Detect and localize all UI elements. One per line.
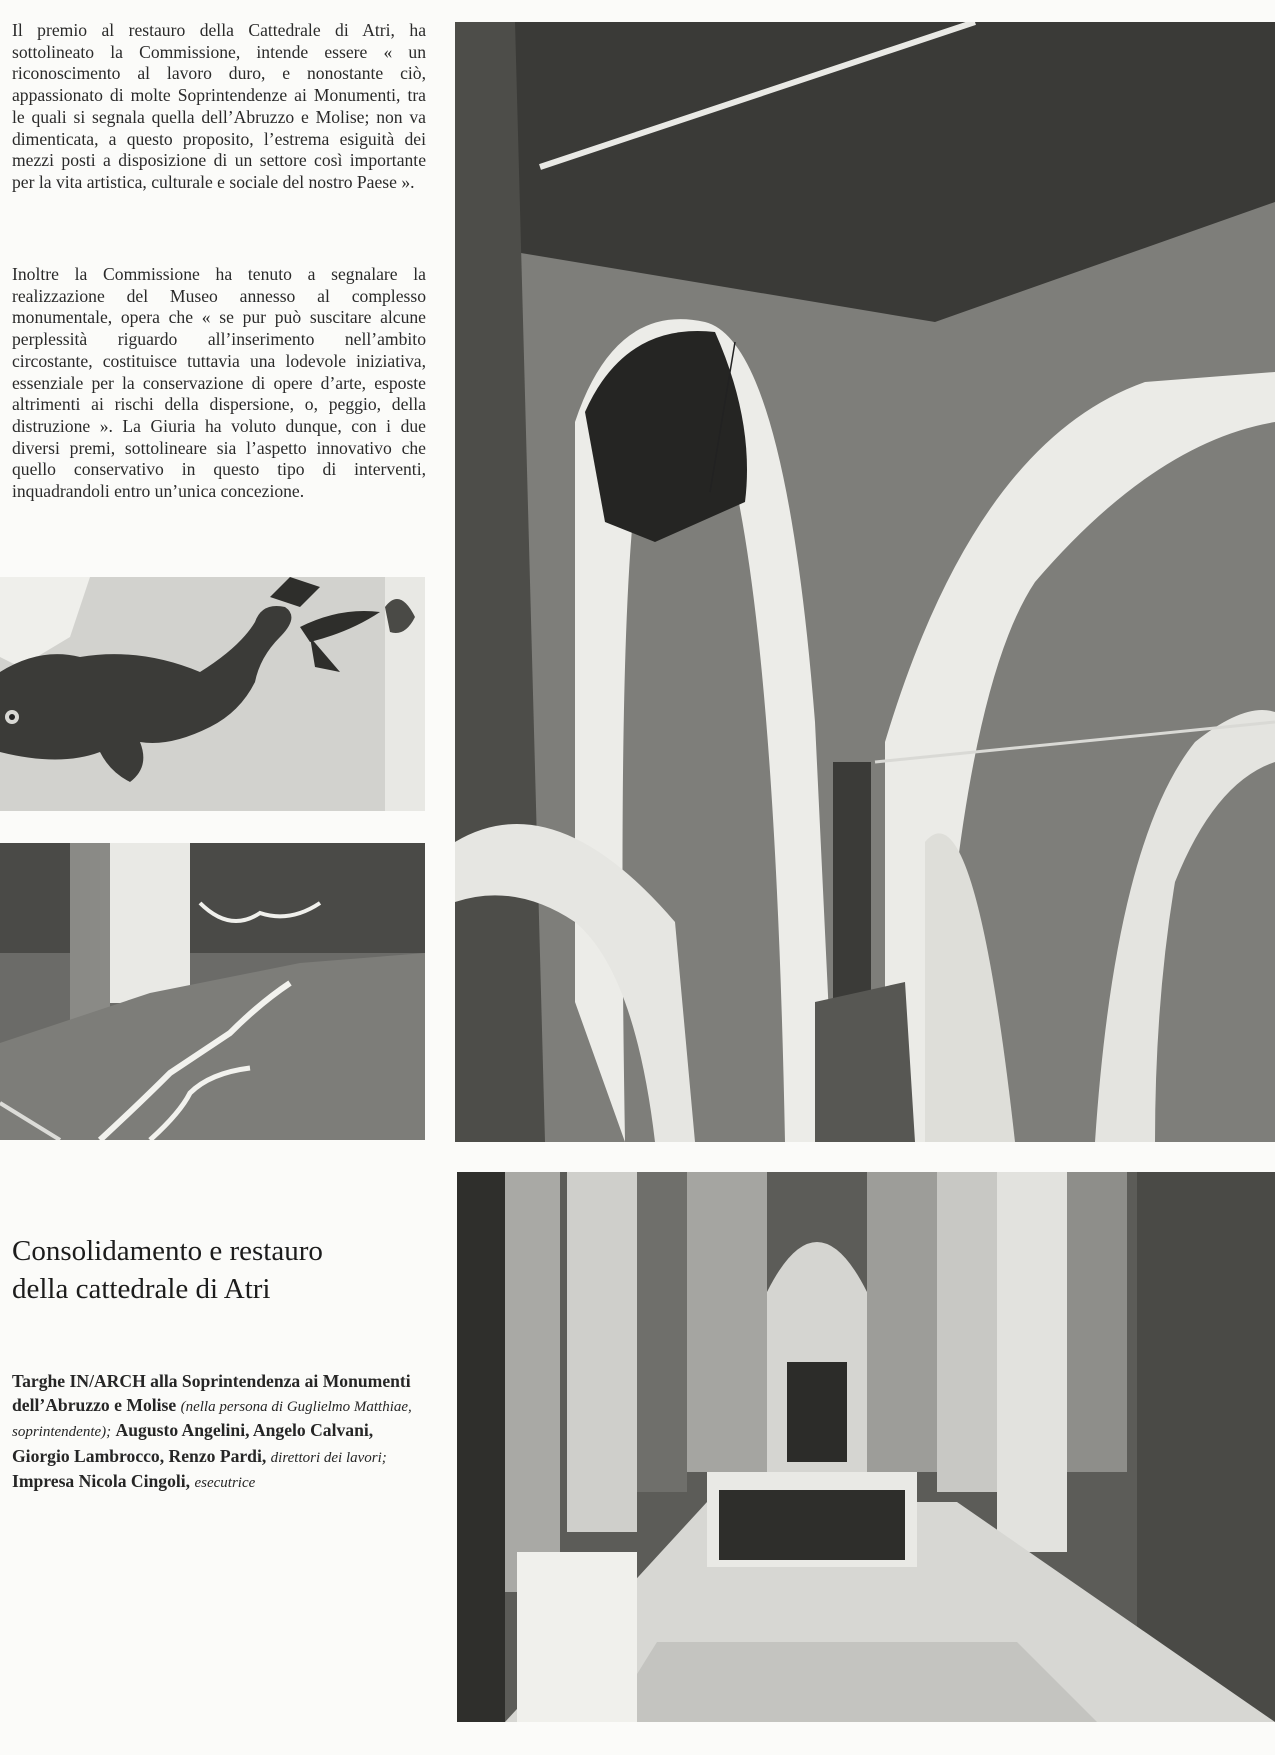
credits: [12, 1370, 432, 1496]
title-line-2: della cattedrale di Atri: [12, 1273, 271, 1305]
photo-interior-arches: [455, 22, 1275, 1142]
title-line-1: Consolidamento e restauro: [12, 1235, 323, 1267]
paragraph-premio: Il premio al restauro della Cattedrale di Atri, ha sottolineato la Commissione, intende essere « un riconoscimento al lavoro duro, e nonostante ciò, appassionato di molte Soprintendenze ai Monumenti, tra le quali si segnala quella dell’Abruzzo e Molise; non va dimenticata, a questo proposito, l’estrema esiguità dei mezzi posti a disposizione di un settore così importante per la vita artistica, culturale e sociale del nostro Paese ».: [12, 20, 426, 192]
credit-directors-role: direttori dei lavori;: [270, 1449, 387, 1466]
credit-award: Targhe IN/ARCH alla Soprintendenza ai Monumenti dell’Abruzzo e Molise: [12, 1371, 411, 1415]
credit-contractor-role: esecutrice: [194, 1475, 256, 1491]
credit-contractor: Impresa Nicola Cingoli,: [12, 1471, 191, 1491]
photo-mosaic-fish: [0, 577, 425, 811]
photo-floor-excavation: [0, 843, 425, 1140]
article-title: [12, 1232, 432, 1308]
credit-award-note: (nella persona di Guglielmo Matthiae, soprintendente);: [12, 1398, 412, 1440]
credit-directors: Augusto Angelini, Angelo Calvani, Giorgio Lambrocco, Renzo Pardi,: [12, 1420, 374, 1466]
photo-nave-altar: [457, 1172, 1275, 1722]
paragraph-commissione: Inoltre la Commissione ha tenuto a segnalare la realizzazione del Museo annesso al complesso monumentale, opera che « se pur può suscitare alcune perplessità riguardo all’inserimento nell’ambito circostante, costituisce tuttavia una lodevole iniziativa, essenziale per la conservazione di opere d’arte, esposte altrimenti ai rischi della dispersione, o, peggio, della distruzione ». La Giuria ha voluto dunque, con i due diversi premi, sottolineare sia l’aspetto innovativo che quello conservativo in questo tipo di interventi, inquadrandoli entro un’unica concezione.: [12, 264, 426, 502]
